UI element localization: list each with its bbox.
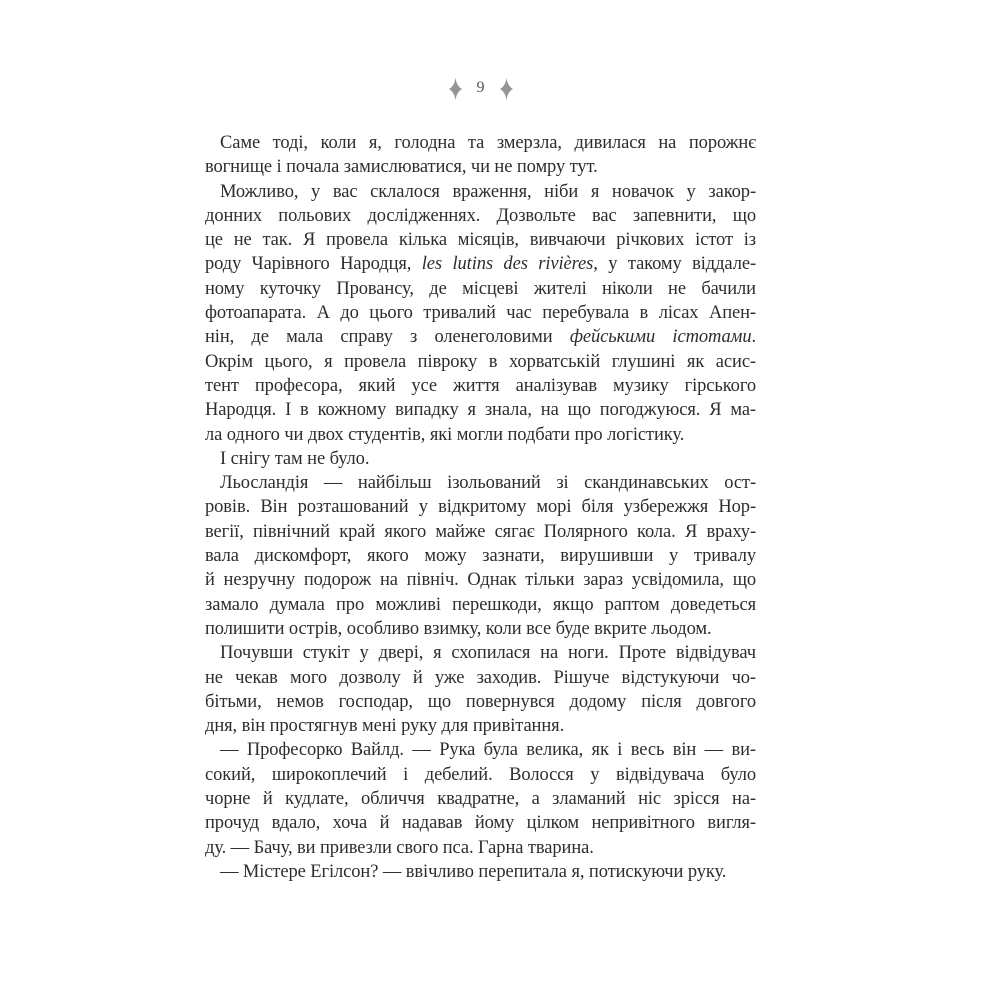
paragraph [205,641,756,738]
text-line: ному куточку Провансу, де місцеві жителі ніколи не бачили [205,278,756,299]
text-line: й незручну подорож на північ. Однак тільки зараз усвідомила, що [205,570,756,591]
paragraph [205,447,756,471]
italic-text: les lutins des rivières [421,254,594,275]
text-line: ровів. Він розташований у відкритому морі біля узбережжя Нор- [205,497,756,518]
text-line: фотоапарата. А до цього тривалий час перебувала в лісах Апен- [205,303,756,324]
text-line: дня, він простягнув мені руку для привітання. [205,716,565,737]
text-line: бітьми, немов господар, що повернувся додому після довгого [205,691,756,712]
text-line: замало думала про можливі перешкоди, якщо раптом доведеться [205,594,756,615]
sparkle-icon [449,78,462,100]
text-line: Саме тоді, коли я, голодна та змерзла, дивилася на порожнє [220,133,756,153]
text-line: Льосландія — найбільш ізольований зі скандинавських ост- [220,473,756,494]
page-number: 9 [476,79,485,96]
text-line: нін, де мала справу з оленеголовими фейськими істотами. [205,327,756,348]
text-line: донних польових дослідженнях. Дозвольте вас запевнити, що [205,205,756,226]
paragraph [205,131,756,180]
text-line: Можливо, у вас склалося враження, ніби я новачок у закор- [220,181,756,202]
paragraph [205,738,756,859]
text-line: ла одного чи двох студентів, які могли подбати про логістику. [205,424,685,445]
text-line: Почувши стукіт у двері, я схопилася на ноги. Проте відвідувач [220,643,756,664]
text-line: полишити острів, особливо взимку, коли все буде вкрите льодом. [205,618,712,639]
page-header [205,76,756,102]
sparkle-icon [500,78,513,100]
text-line: чорне й кудлате, обличчя квадратне, а зламаний ніс зрісся на- [205,789,756,810]
text-block [205,131,756,884]
paragraph [205,471,756,641]
text-line: це не так. Я провела кілька місяців, вивчаючи річкових істот із [205,230,756,251]
text-line: вала дискомфорт, якого можу зазнати, вирушивши у тривалу [205,546,756,567]
text-line: сокий, широкоплечий і дебелий. Волосся у відвідувача було [205,764,756,785]
text-line: Окрім цього, я провела півроку в хорватській глушині як асис- [205,351,756,372]
text-line: роду Чарівного Народця, les lutins des rivières, у такому віддале- [205,254,757,275]
text-line: І снігу там не було. [220,448,370,469]
text-line: тент професора, який усе життя аналізував музику гірського [205,375,756,396]
text-line: не чекав мого дозволу й уже заходив. Рішуче відстукуючи чо- [205,667,756,688]
text-line: — Містере Егілсон? — ввічливо перепитала я, потискуючи руку. [220,861,727,882]
paragraph [205,860,756,884]
text-line: ду. — Бачу, ви привезли свого пса. Гарна тварина. [205,837,594,858]
text-line: прочуд вдало, хоча й надавав йому цілком непривітного вигля- [205,813,756,834]
text-line: вегії, північний край якого майже сягає Полярного кола. Я враху- [205,521,756,542]
text-line: вогнище і почала замислюватися, чи не помру тут. [205,157,598,178]
text-line: — Професорко Вайлд. — Рука була велика, як і весь він — ви- [220,740,756,761]
text-line: Народця. І в кожному випадку я знала, на що погоджуюся. Я ма- [205,400,756,421]
italic-text: фейськими істотами [569,327,752,348]
paragraph [205,180,756,447]
